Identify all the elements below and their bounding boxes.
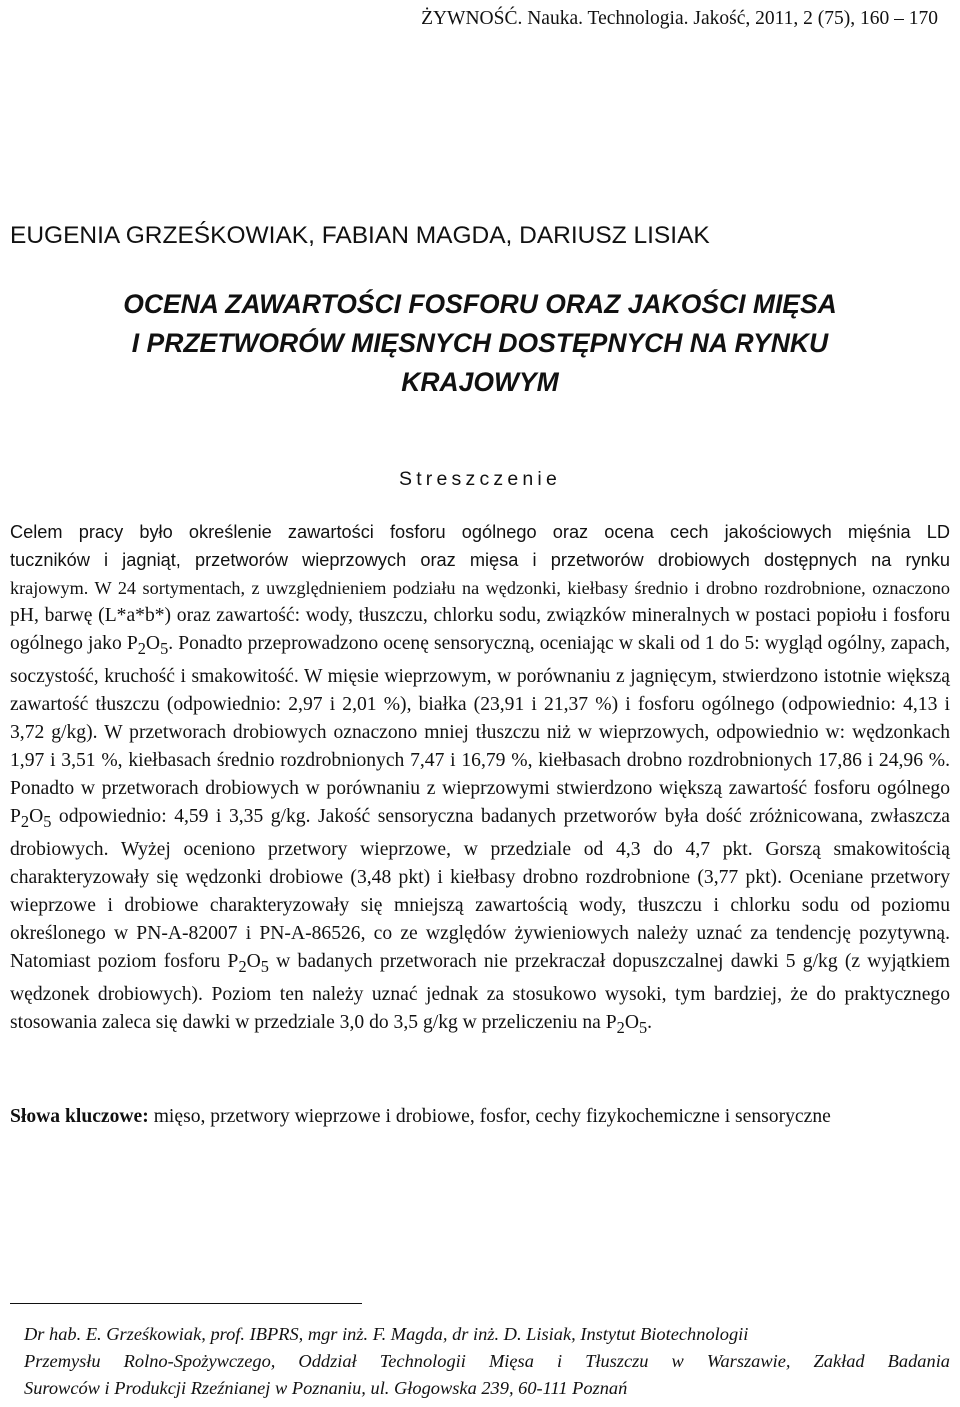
article-title xyxy=(0,285,960,402)
abstract-paragraph xyxy=(10,574,950,1042)
footnote-line: Przemysłu Rolno-Spożywczego, Oddział Technologii Mięsa i Tłuszczu w Warszawie, Zakład Badania xyxy=(24,1351,950,1371)
subscript: 5 xyxy=(260,956,269,976)
journal-header: ŻYWNOŚĆ. Nauka. Technologia. Jakość, 2011, 2 (75), 160 – 170 xyxy=(421,8,938,29)
title-line: OCENA ZAWARTOŚCI FOSFORU ORAZ JAKOŚCI MIĘSA xyxy=(123,289,837,319)
abstract-body xyxy=(10,574,950,1042)
title-line: I PRZETWORÓW MIĘSNYCH DOSTĘPNYCH NA RYNKU xyxy=(131,328,829,358)
abstract-text: . xyxy=(647,1011,653,1033)
footnote-line: Surowców i Produkcji Rzeźnianej w Poznaniu, ul. Głogowska 239, 60-111 Poznań xyxy=(24,1378,628,1398)
footnote-divider xyxy=(10,1303,362,1304)
subscript: 5 xyxy=(160,638,169,658)
abstract-text: krajowym. W 24 sortymentach, z uwzględnieniem podziału na wędzonki, kiełbasy średnio i drobno rozdrobnione, oznaczono pH, barwę (L*a*b*) oraz zawartość: wody, tłuszczu, chlorku sodu, związków mineralnych w postaci popiołu i fosforu ogólnego jako P xyxy=(10,578,950,654)
keywords-text: mięso, przetwory wieprzowe i drobiowe, fosfor, cechy fizykochemiczne i sensoryczne xyxy=(148,1106,831,1127)
formula-letter: O xyxy=(624,1011,639,1033)
formula-letter: O xyxy=(246,950,261,972)
keywords-label: Słowa kluczowe: xyxy=(10,1106,149,1127)
abstract-text: . Ponadto przeprowadzono ocenę sensoryczną, oceniając w skali od 1 do 5: wygląd ogólny, zapach, soczystość, kruchość i smakowitość. W mięsie wieprzowym, w porównaniu z jagnięcym, stwierdzono istotnie większą zawartość tłuszczu (odpowiednio: 2,97 i 2,01 %), białka (23,91 i 21,37 %) i fosforu ogólnego (odpowiednio: 4,13 i 3,72 g/kg). W przetworach drobiowych oznaczono mniej tłuszczu niż w wieprzowych, odpowiednio w: wędzonkach 1,97 i 3,51 %, kiełbasach średnio rozdrobnionych 7,47 i 16,79 %, kiełbasach drobno rozdrobnionych 17,86 i 24,96 %. Ponadto w przetworach drobiowych w porównaniu z wieprzowymi stwierdzono większą zawartość fosforu ogólnego P xyxy=(10,633,950,827)
subscript: 2 xyxy=(616,1017,625,1037)
subscript: 2 xyxy=(20,811,30,831)
abstract-lead xyxy=(10,518,950,574)
formula-letter: O xyxy=(29,805,44,827)
title-line: KRAJOWYM xyxy=(401,367,559,397)
formula-letter: O xyxy=(145,633,161,654)
author-affiliation-footnote xyxy=(24,1321,950,1402)
authors: EUGENIA GRZEŚKOWIAK, FABIAN MAGDA, DARIUSZ LISIAK xyxy=(10,222,710,249)
abstract-lead-line: Celem pracy było określenie zawartości fosforu ogólnego oraz ocena cech jakościowych mięśnia LD xyxy=(10,522,950,542)
abstract-text: w badanych przetworach nie przekraczał dopuszczalnej dawki 5 g/kg (z wyjątkiem wędzonek drobiowych). Poziom ten należy uznać jednak za stosukowo wysoki, tym bardziej, że do praktycznego stosowania zaleca się dawki w przedziale 3,0 do 3,5 g/kg w przeliczeniu na P xyxy=(10,950,950,1033)
footnote-line: Dr hab. E. Grześkowiak, prof. IBPRS, mgr inż. F. Magda, dr inż. D. Lisiak, Instytut Biotechnologii xyxy=(24,1324,749,1344)
subscript: 5 xyxy=(43,811,52,831)
abstract-lead-line: tuczników i jagniąt, przetworów wieprzowych oraz mięsa i przetworów drobiowych dostępnych na rynku xyxy=(10,550,950,570)
abstract-heading: Streszczenie xyxy=(398,468,562,490)
subscript: 2 xyxy=(238,956,247,976)
keywords xyxy=(10,1106,950,1128)
subscript: 2 xyxy=(137,638,146,658)
subscript: 5 xyxy=(638,1017,648,1037)
abstract-text: odpowiednio: 4,59 i 3,35 g/kg. Jakość sensoryczna badanych przetworów była dość zróżnicowana, zwłaszcza drobiowych. Wyżej oceniono przetwory wieprzowe, w przedziale od 4,3 do 4,7 pkt. Gorszą smakowitością charakteryzowały się wędzonki drobiowe (3,48 pkt) i kiełbasy drobno rozdrobnione (3,77 pkt). Oceniane przetwory wieprzowe i drobiowe charakteryzowały się mniejszą zawartością wody, tłuszczu i chlorku sodu od poziomu określonego w PN-A-82007 i PN-A-86526, co ze względów żywieniowych należy uznać za tendencję pozytywną. Natomiast poziom fosforu P xyxy=(10,805,950,972)
